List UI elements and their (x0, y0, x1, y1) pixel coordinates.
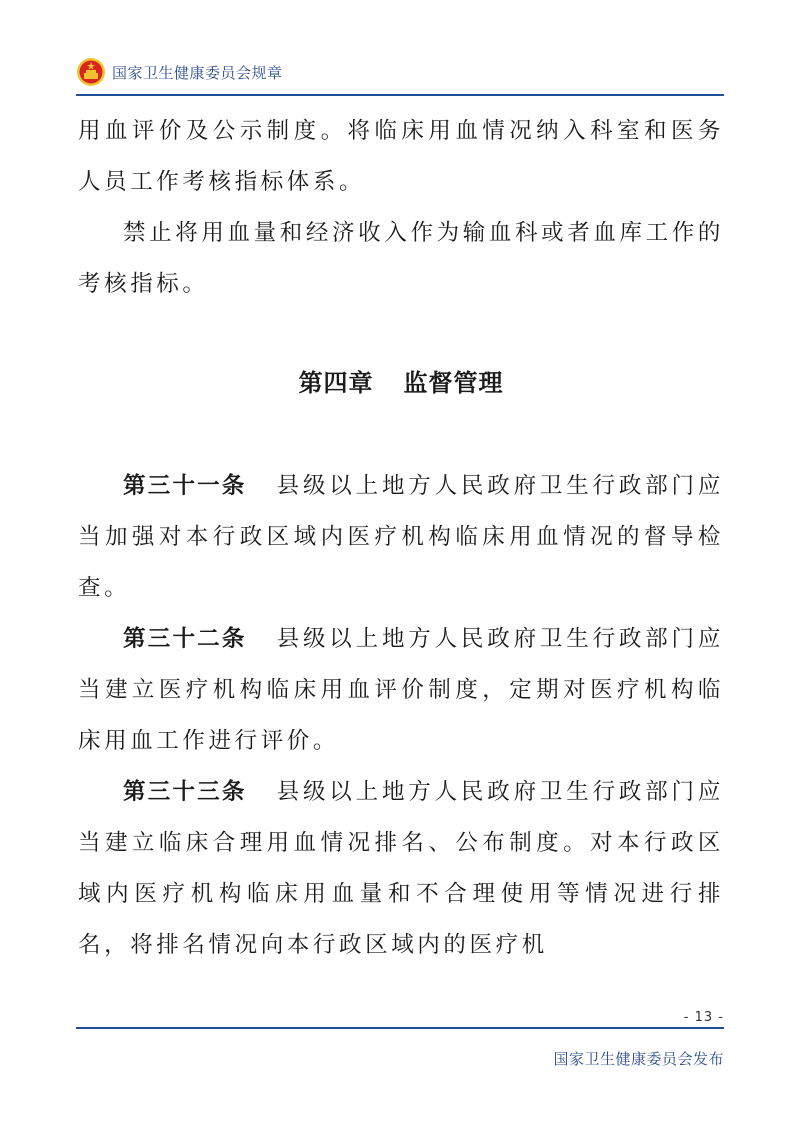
article-33 (78, 767, 724, 971)
footer-publisher: 国家卫生健康委员会发布 (553, 1050, 724, 1068)
article-32 (78, 614, 724, 767)
paragraph-continued: 用血评价及公示制度。将临床用血情况纳入科室和医务人员工作考核指标体系。 (78, 118, 724, 195)
page-header (76, 55, 724, 89)
chapter-title: 监督管理 (403, 369, 504, 397)
header-divider (76, 94, 724, 96)
header-title: 国家卫生健康委员会规章 (112, 63, 283, 82)
chapter-heading (78, 358, 724, 409)
paragraph-prohibition: 禁止将用血量和经济收入作为输血科或者血库工作的考核指标。 (78, 220, 724, 297)
article-31 (78, 461, 724, 614)
article-title: 第三十二条 (123, 626, 247, 652)
footer-divider (76, 1027, 724, 1029)
national-emblem-icon (76, 57, 106, 87)
article-text: 县级以上地方人民政府卫生行政部门应当建立医疗机构临床用血评价制度，定期对医疗机构临床用血工作进行评价。 (78, 626, 724, 754)
page-number: - 13 - (683, 1010, 724, 1025)
document-body (78, 106, 724, 971)
article-text: 县级以上地方人民政府卫生行政部门应当加强对本行政区域内医疗机构临床用血情况的督导检查。 (78, 473, 724, 601)
chapter-number: 第四章 (298, 369, 374, 397)
article-title: 第三十三条 (123, 779, 247, 805)
article-title: 第三十一条 (123, 473, 247, 499)
article-text: 县级以上地方人民政府卫生行政部门应当建立临床合理用血情况排名、公布制度。对本行政区域内医疗机构临床用血量和不合理使用等情况进行排名，将排名情况向本行政区域内的医疗机 (78, 779, 724, 958)
